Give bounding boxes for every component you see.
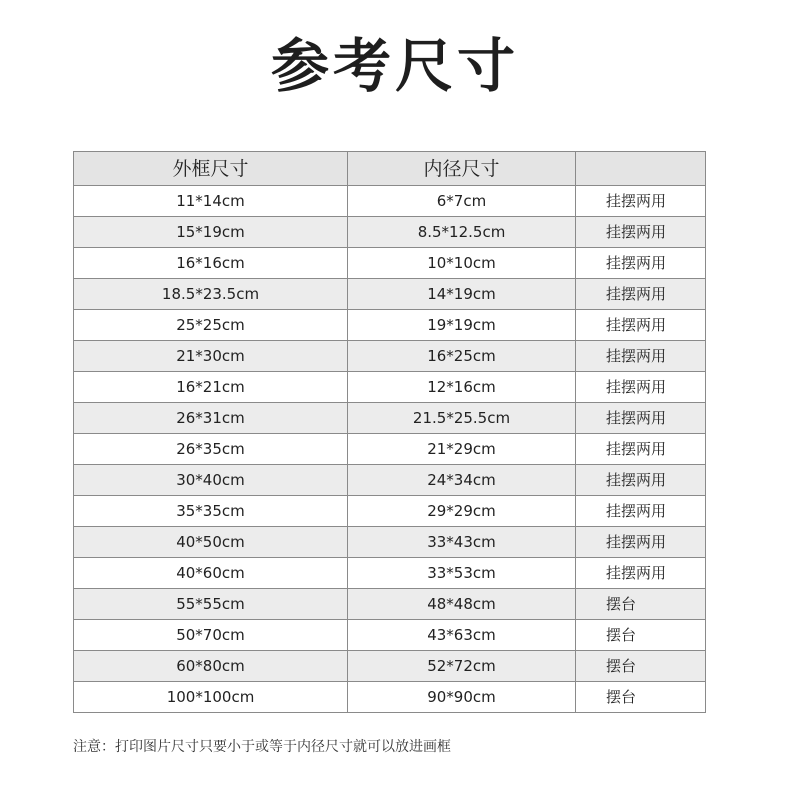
header-usage bbox=[576, 152, 706, 186]
cell-inner-size: 29*29cm bbox=[348, 496, 576, 527]
cell-outer-size: 35*35cm bbox=[74, 496, 348, 527]
cell-outer-size: 50*70cm bbox=[74, 620, 348, 651]
cell-inner-size: 19*19cm bbox=[348, 310, 576, 341]
cell-inner-size: 16*25cm bbox=[348, 341, 576, 372]
cell-inner-size: 8.5*12.5cm bbox=[348, 217, 576, 248]
cell-outer-size: 18.5*23.5cm bbox=[74, 279, 348, 310]
cell-outer-size: 26*31cm bbox=[74, 403, 348, 434]
table-row bbox=[74, 651, 706, 682]
cell-usage: 挂摆两用 bbox=[576, 310, 706, 341]
note-text: 注意：打印图片尺寸只要小于或等于内径尺寸就可以放进画框 bbox=[73, 739, 451, 755]
table-header-row bbox=[74, 152, 706, 186]
cell-outer-size: 40*50cm bbox=[74, 527, 348, 558]
cell-inner-size: 21*29cm bbox=[348, 434, 576, 465]
cell-outer-size: 16*16cm bbox=[74, 248, 348, 279]
size-table bbox=[73, 151, 706, 713]
table-row bbox=[74, 682, 706, 713]
cell-usage: 摆台 bbox=[576, 620, 706, 651]
cell-outer-size: 30*40cm bbox=[74, 465, 348, 496]
table-row bbox=[74, 217, 706, 248]
cell-outer-size: 40*60cm bbox=[74, 558, 348, 589]
cell-outer-size: 15*19cm bbox=[74, 217, 348, 248]
cell-usage: 挂摆两用 bbox=[576, 558, 706, 589]
cell-outer-size: 100*100cm bbox=[74, 682, 348, 713]
cell-usage: 挂摆两用 bbox=[576, 496, 706, 527]
cell-outer-size: 26*35cm bbox=[74, 434, 348, 465]
cell-usage: 挂摆两用 bbox=[576, 217, 706, 248]
table-row bbox=[74, 589, 706, 620]
table-row bbox=[74, 527, 706, 558]
table-row bbox=[74, 496, 706, 527]
table-row bbox=[74, 341, 706, 372]
cell-inner-size: 43*63cm bbox=[348, 620, 576, 651]
cell-usage: 摆台 bbox=[576, 651, 706, 682]
cell-usage: 挂摆两用 bbox=[576, 434, 706, 465]
cell-usage: 挂摆两用 bbox=[576, 465, 706, 496]
table-row bbox=[74, 310, 706, 341]
cell-usage: 挂摆两用 bbox=[576, 248, 706, 279]
cell-inner-size: 14*19cm bbox=[348, 279, 576, 310]
cell-inner-size: 52*72cm bbox=[348, 651, 576, 682]
page-title: 参考尺寸 bbox=[270, 32, 519, 100]
cell-outer-size: 11*14cm bbox=[74, 186, 348, 217]
cell-inner-size: 12*16cm bbox=[348, 372, 576, 403]
cell-outer-size: 16*21cm bbox=[74, 372, 348, 403]
cell-outer-size: 25*25cm bbox=[74, 310, 348, 341]
cell-usage: 挂摆两用 bbox=[576, 527, 706, 558]
cell-inner-size: 24*34cm bbox=[348, 465, 576, 496]
header-outer-size: 外框尺寸 bbox=[74, 152, 348, 186]
cell-inner-size: 48*48cm bbox=[348, 589, 576, 620]
cell-inner-size: 10*10cm bbox=[348, 248, 576, 279]
cell-usage: 挂摆两用 bbox=[576, 403, 706, 434]
cell-outer-size: 21*30cm bbox=[74, 341, 348, 372]
table-body bbox=[74, 186, 706, 713]
table-row bbox=[74, 248, 706, 279]
table-row bbox=[74, 620, 706, 651]
cell-outer-size: 55*55cm bbox=[74, 589, 348, 620]
cell-inner-size: 33*43cm bbox=[348, 527, 576, 558]
table-row bbox=[74, 186, 706, 217]
cell-usage: 挂摆两用 bbox=[576, 279, 706, 310]
table-row bbox=[74, 465, 706, 496]
table-row bbox=[74, 372, 706, 403]
cell-usage: 摆台 bbox=[576, 682, 706, 713]
cell-inner-size: 90*90cm bbox=[348, 682, 576, 713]
table-row bbox=[74, 279, 706, 310]
cell-usage: 挂摆两用 bbox=[576, 341, 706, 372]
cell-outer-size: 60*80cm bbox=[74, 651, 348, 682]
cell-inner-size: 21.5*25.5cm bbox=[348, 403, 576, 434]
table-row bbox=[74, 403, 706, 434]
table-row bbox=[74, 558, 706, 589]
cell-inner-size: 33*53cm bbox=[348, 558, 576, 589]
cell-inner-size: 6*7cm bbox=[348, 186, 576, 217]
cell-usage: 摆台 bbox=[576, 589, 706, 620]
table-row bbox=[74, 434, 706, 465]
cell-usage: 挂摆两用 bbox=[576, 372, 706, 403]
cell-usage: 挂摆两用 bbox=[576, 186, 706, 217]
header-inner-size: 内径尺寸 bbox=[348, 152, 576, 186]
